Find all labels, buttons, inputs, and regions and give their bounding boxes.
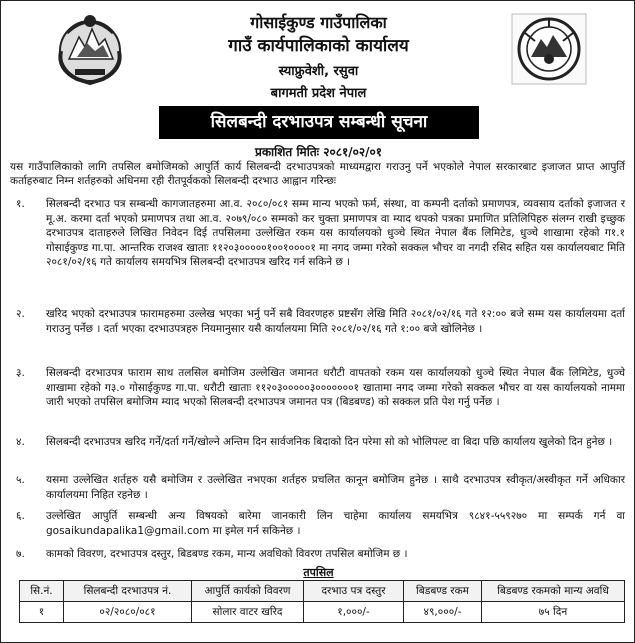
table-cell: सोलार वाटर खरिद [192, 602, 304, 623]
province-name: बागमती प्रदेश नेपाल [270, 86, 367, 101]
condition-text: कामको विवरण, दरभाउपत्र दस्तुर, बिडबण्ड रकम, मान्य अवधिको विवरण तपसिल बमोजिम छ । [46, 548, 408, 560]
tender-details-table [19, 580, 625, 623]
condition-text: यसमा उल्लेखित शर्तहरु यसै बमोजिम र उल्लेखित नभएका शर्तहरु प्रचलित कानून बमोजिम हुनेछ । साथै दरभाउपत्र स्वीकृत/अस्वीकृत गर्ने अधिकार कार्यालयमा निहित रहनेछ । [46, 474, 625, 501]
column-header: सि.नं. [20, 581, 64, 602]
published-date: प्रकाशित मितिः २०८१/०२/०१ [255, 145, 382, 159]
table-header-row [20, 581, 625, 602]
condition-text: सिलबन्दी दरभाउपत्र फाराम साथ तलसिल बमोजिम उल्लेखित जमानत धरौटी वापतको रकम यस कार्यालयको धुञ्चे स्थित नेपाल बैंक लिमिटेड, धुञ्चे शाखामा रहेको ग३.० गोसाईकुण्ड गा.पा. धरौटी खाताः ११२०३०००००३०००००००१ खातामा नगद जम्मा गरेको सक्कल भौचर वा यस कार्यालयको नाममा जारी भएको तपसिल बमोजिम म्याद भएको सिलबन्दी दरभाउपत्र जमानत पत्र (बिडबण्ड) को सक्कल प्रति पेश गर्नु पर्नेछ । [46, 367, 625, 409]
table-caption: तपसिल [303, 566, 334, 579]
table-cell: ७५ दिन [482, 602, 625, 623]
condition-number: ७. [16, 548, 25, 560]
condition-number: १. [16, 198, 25, 210]
table-cell: १,०००/- [304, 602, 404, 623]
condition-number: २. [16, 308, 25, 320]
column-header: आपुर्ति कार्यको विवरण [192, 581, 304, 602]
notice-title-banner: सिलबन्दी दरभाउपत्र सम्बन्धी सूचना [159, 106, 479, 139]
condition-number: ५. [16, 474, 25, 486]
table-cell: १ [20, 602, 64, 623]
table-row [20, 602, 625, 623]
municipality-name: गोसाईकुण्ड गाउँपालिका [250, 13, 387, 32]
condition-number: ६. [16, 510, 25, 522]
column-header: सिलबन्दी दरभाउपत्र नं. [64, 581, 192, 602]
condition-text: सिलबन्दी दरभाउपत्र खरिद गर्ने/दर्ता गर्ने/खोल्ने अन्तिम दिन सार्वजनिक बिदाको दिन परेमा सो को भोलिपल्ट वा बिदा पछि कार्यालय खुलेको दिन हुनेछ । [46, 436, 613, 448]
column-header: दरभाउ पत्र दस्तुर [304, 581, 404, 602]
condition-text: सिलबन्दी दरभाउ पत्र सम्बन्धी कागजातहरुमा आ.व. २०८०/०८१ सम्म मान्य भएको फर्म, संस्था, वा कम्पनी दर्ताको प्रमाणपत्र, व्यवसाय दर्ताको इजाजत र मू.अ. करमा दर्ता भएको प्रमाणपत्र तथा आ.व. २०७९/०८० सम्मको कर चुक्ता प्रमाणपत्र वा म्याद थपको पत्रका प्रमाणित प्रतिलिपिहरु संलग्न राखी इच्छुक दरभाउपत्र दाताहरुले लिखित निवेदन दिई तपसिलमा उल्लेखित रकम यस कार्यालयको धुञ्चे स्थित नेपाल बैंक लिमिटेड, धुञ्चे शाखामा रहेको ग१.१ गोसाईकुण्ड गा.पा. आन्तरिक राजश्व खाताः ११२०३०००००१००१००००१ मा नगद जम्मा गरेको सक्कल भौचर वा नगदी रसिद सहित यस कार्यालयबाट मिति २०८१/०२/१६ गते कार्यालय समयभित्र सिलबन्दी दरभाउपत्र खरिद गर्न सकिने छ । [46, 198, 625, 269]
condition-text: खरिद भएको दरभाउपत्र फारामहरुमा उल्लेख भएका भर्नु पर्ने सबै विवरणहरु प्रष्टसँग लेखि मिति २०८१/०२/१६ गते १२:०० बजे सम्म यस कार्यालयमा दर्ता गराउनु पर्नेछ । दर्ता भएका दरभाउपत्रहरु नियमानुसार यसै कार्यालयमा मिति २०८१/०२/१६ गते १:०० बजे खोलिनेछ । [46, 308, 625, 335]
condition-number: ४. [16, 436, 25, 448]
table-cell: ४९,०००/- [404, 602, 482, 623]
condition-text: उल्लेखित आपुर्ति सम्बन्धी अन्य विषयको बारेमा जानकारी लिन चाहेमा कार्यालय समयभित्र ९८४१-५५९२७० मा सम्पर्क गर्न वा gosaikundapalika1@gmail.com मा इमेल गर्न सकिनेछ । [46, 510, 625, 537]
office-location: स्याफ्रुवेशी, रसुवा [278, 64, 359, 79]
table-cell: ०२/२०८०/०८१ [64, 602, 192, 623]
column-header: बिडबण्ड रकमको मान्य अवधि [482, 581, 625, 602]
condition-number: ३. [16, 367, 25, 379]
intro-paragraph: यस गाउँपालिकाको लागि तपसिल बमोजिमको आपुर्ति कार्य सिलबन्दी दरभाउपत्रको माध्यमद्वारा गराउनु पर्ने भएकोले नेपाल सरकारबाट इजाजत प्राप्त आपुर्ति कर्ताहरुबाट निम्न शर्तहरुको अधिनमा रही रीतपूर्वकको सिलबन्दी दरभाउ आह्वान गरिन्छः [10, 161, 625, 187]
office-name: गाउँ कार्यपालिकाको कार्यालय [228, 36, 409, 56]
column-header: बिडबण्ड रकम [404, 581, 482, 602]
